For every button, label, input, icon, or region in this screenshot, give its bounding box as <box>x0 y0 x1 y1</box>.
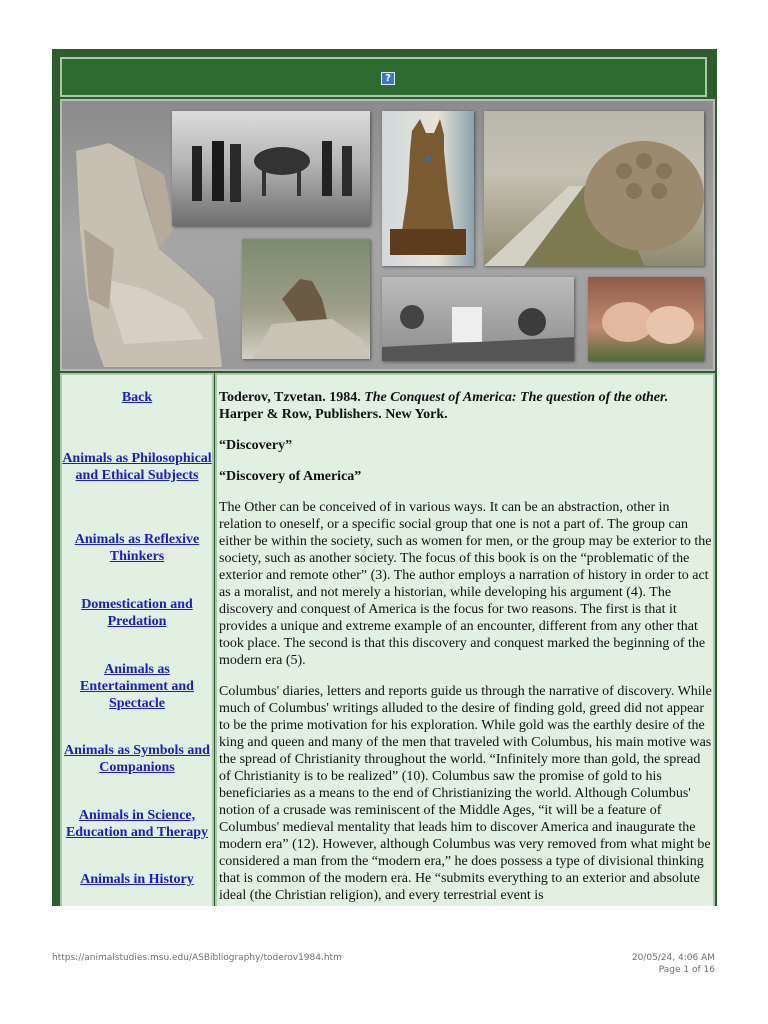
footer-meta <box>515 952 715 976</box>
footer-page-number: Page 1 of 16 <box>658 965 715 975</box>
page-frame <box>52 49 717 906</box>
citation-title: The Conquest of America: The question of the other. <box>364 390 669 405</box>
citation-author: Toderov, Tzvetan. 1984. <box>219 390 365 405</box>
paragraph-1: The Other can be conceived of in various ways. It can be an abstraction, other in relation to oneself, or a specific social group that one is not a part of. The group can either be within the society, such as women for men, or the group may be exterior to the society, such as another society. The focus of this book is on the “problematic of the exterior and remote other” (3). The author employs a narration of history in order to act as a moralist, and not merely a historian, while developing his argument (4). The discovery and conquest of America is the focus for two reasons. The first is that it provides a unique and extreme example of an encounter, different from any other that took place. The second is that this discovery and conquest marked the beginning of the modern era (5). <box>219 500 712 668</box>
nav-entertainment-spectacle-link[interactable]: Animals as Entertainment and Spectacle <box>80 662 194 711</box>
nav-philosophical-ethical-link[interactable]: Animals as Philosophical and Ethical Subjects <box>62 451 212 483</box>
section-heading-discovery: “Discovery” <box>219 438 293 453</box>
footer-url: https://animalstudies.msu.edu/ASBibliography/toderov1984.htm <box>52 953 342 963</box>
cattle-figurines-photo <box>588 277 704 361</box>
sidebar-nav <box>60 373 214 906</box>
engraving-photo <box>382 277 574 361</box>
image-collage <box>60 99 715 371</box>
nav-back-link[interactable]: Back <box>121 390 153 405</box>
section-heading-discovery-of-america: “Discovery of America” <box>219 469 362 484</box>
citation-publisher: Harper & Row, Publishers. New York. <box>219 407 448 422</box>
road-lion-photo <box>484 111 704 266</box>
header-bar <box>60 57 707 97</box>
cat-statue-photo <box>382 111 474 266</box>
article-content <box>215 373 715 906</box>
nav-symbols-companions-link[interactable]: Animals as Symbols and Companions <box>64 743 210 775</box>
paragraph-2: Columbus' diaries, letters and reports guide us through the narrative of discovery. While much of Columbus' writings alluded to the desire of finding gold, greed did not appear to be the prime motivation for his exploration. While gold was the earthly desire of the king and queen and many of the men that traveled with Columbus, his main motive was the spread of Christianity throughout the world. “Infinitely more than gold, the spread of Christianity is to be realized” (10). Columbus saw the promise of gold to his beneficiaries as a means to the end of Christianizing the world. Although Columbus' notion of a crusade was reminiscent of the Middle Ages, “it will be a feature of Columbus' medieval mentality that leads him to discover America and inaugurate the modern era” (12). However, although Columbus was very removed from what might be considered a man from the “modern era,” he does possess a type of divisional thinking that is common of the modern era. He “submits everything to an exterior and absolute ideal (the Christian religion), and every terrestrial event is <box>219 684 712 903</box>
wolf-photo <box>242 239 370 359</box>
nav-history-link[interactable]: Animals in History <box>80 872 194 887</box>
nav-domestication-predation-link[interactable]: Domestication and Predation <box>81 597 193 629</box>
nav-reflexive-thinkers-link[interactable]: Animals as Reflexive Thinkers <box>74 532 200 564</box>
citation <box>219 389 713 423</box>
help-icon[interactable]: ? <box>381 72 395 85</box>
farmers-cattle-photo <box>172 111 370 226</box>
nav-science-education-therapy-link[interactable]: Animals in Science, Education and Therapy <box>65 808 209 840</box>
footer-datetime: 20/05/24, 4:06 AM <box>631 953 715 963</box>
